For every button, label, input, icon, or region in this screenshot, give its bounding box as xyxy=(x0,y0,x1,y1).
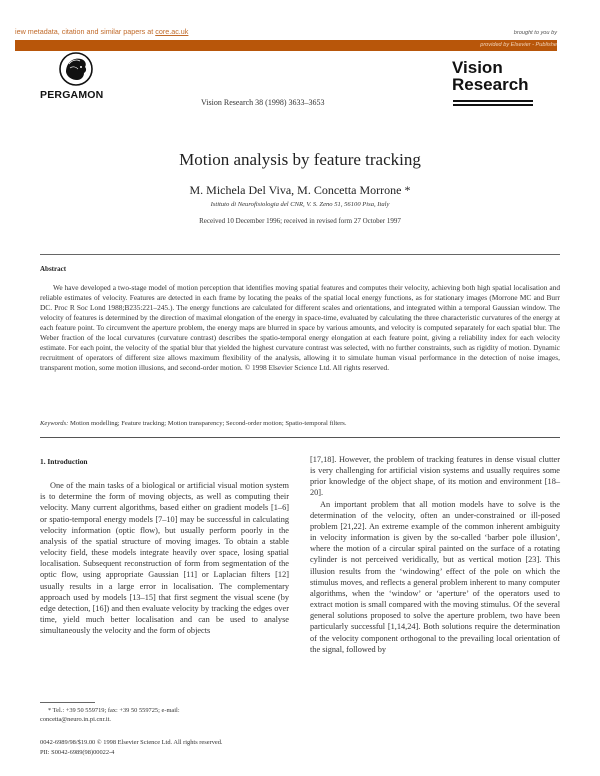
core-link-prefix: iew metadata, citation and similar papers at xyxy=(15,27,156,36)
keywords-list: Motion modelling; Feature tracking; Motion transparency; Second-order motion; Spatio-temporal filters. xyxy=(69,420,347,427)
intro-paragraph-continued: [17,18]. However, the problem of tracking features in dense visual clutter is very challenging for artificial vision systems and usually requires some prior knowledge of the object shape, of its motion and environment [18–20]. xyxy=(310,455,560,498)
publisher-name: PERGAMON xyxy=(40,89,104,101)
keywords-label: Keywords: xyxy=(40,420,69,427)
article-affiliation: Istituto di Neurofisiologia del CNR, V. S. Zeno 51, 56100 Pisa, Italy xyxy=(210,201,390,208)
abstract-heading: Abstract xyxy=(40,265,67,273)
right-column xyxy=(310,454,560,655)
journal-name-line1: Vision xyxy=(452,58,503,77)
pergamon-head-logo-icon xyxy=(54,50,98,88)
keywords xyxy=(40,420,560,427)
article-title: Motion analysis by feature tracking xyxy=(179,150,421,169)
divider xyxy=(40,254,560,255)
author-footnote xyxy=(40,706,290,724)
footnote-email: concetta@neuro.in.pi.cnr.it. xyxy=(40,716,112,723)
brought-to-you-by: brought to you by xyxy=(513,30,557,36)
journal-citation: Vision Research 38 (1998) 3633–3653 xyxy=(201,98,325,107)
core-metadata-link-text xyxy=(15,27,188,36)
abstract-text: We have developed a two-stage model of motion perception that identifies moving spatial features and computes their velocity, achieving both high spatial localisation and reliable estimates of velocity. Features are detected in each frame by locating the peaks of the spatial local energy functions, as for stationary images (Morrone MC and Burr DC. Proc R Soc Lond 1988;B235:221–245.). The energy functions are calculated for different scales and orientations, and integrated within a temporal Gaussian window. The velocity of features is determined by the direction of maximal elongation of the energy in space-time, evaluated by calculating the three characteristic curvatures of the energy at each feature point. To circumvent the aperture problem, the energy maps are blurred in space by various amounts, and velocity is computed separately for each spatial blur. The Weber fraction of the local curvatures (curvature contrast) describes the spatio-temporal energy elongation at each feature point, giving a reliability index for each velocity estimate. For each point, the velocity of the spatial blur that yielded the highest curvature contrast was selected, with no further constraints, such as rigidity of motion. Dynamic recruitment of operators of different size allows maximum flexibility of the analysis, allowing it to simulate human visual performance in the detection of noise images, transparent motion, some motion illusions, and second-order motion. © 1998 Elsevier Science Ltd. All rights reserved. xyxy=(40,283,560,372)
journal-rule-icon xyxy=(453,100,533,108)
left-column xyxy=(40,456,289,636)
intro-paragraph: An important problem that all motion models have to solve is the determination of the velocity, often an under-constrained or ill-posed problem [21,22]. An extreme example of the common inherent ambiguity in velocity information is given by the so-called ‘barber pole illusion’, where the motion of a circular spiral painted on the surface of a rotating cylinder is not perceived veridically, but as vertical motion [23]. This illusion results from the ‘windowing’ effect of the pole on which the stimulus moves, and reflects a general problem inherent to many computer algorithms, when the ‘window’ or ‘aperture’ of the operators used to extract motion is small compared with the moving stimulus. Of the several general solutions proposed to solve the aperture problem, two have been particularly successful [1,14,24]. Both solutions require the determination of the velocity component orthogonal to the prevailing local orientation of the signal, followed by xyxy=(310,499,560,654)
article-authors: M. Michela Del Viva, M. Concetta Morrone * xyxy=(189,183,411,197)
copyright-block xyxy=(40,738,300,758)
divider xyxy=(40,437,560,438)
footnote-rule xyxy=(40,702,95,703)
copyright-line: 0042-6989/98/$19.00 © 1998 Elsevier Science Ltd. All rights reserved. xyxy=(40,739,223,746)
section-heading: 1. Introduction xyxy=(40,457,88,466)
journal-name xyxy=(452,59,529,93)
footnote-contact: * Tel.: +39 50 559719; fax: +39 50 559725; e-mail: xyxy=(48,707,180,714)
received-dates: Received 10 December 1996; received in revised form 27 October 1997 xyxy=(199,217,401,225)
journal-name-line2: Research xyxy=(452,75,529,94)
core-link[interactable]: core.ac.uk xyxy=(155,27,189,36)
provided-by-text[interactable]: provided by Elsevier - Publishe xyxy=(480,42,557,48)
pii-line: PII: S0042-6989(98)00022-4 xyxy=(40,749,115,756)
intro-paragraph: One of the main tasks of a biological or artificial visual motion system is to determine the form of moving objects, as well as computing their velocity. Many current algorithms, based either on gradient models [1–6] or spatio-temporal energy models [7–10] may be successful in calculating velocity information (optic flow), but usually perform poorly in the analysis of the spatial structure of moving images. To obtain a stable velocity field, these models integrate heavily over space, losing spatial localisation. Subsequent reconstruction of form from segmentation of the optic flow, using appropriate Gaussian [11] or Laplacian filters [12] usually results in a large error in localisation. The complementary approach used by models [13–15] that first segment the visual scene (by edge detection, [16]) and then evaluate velocity by tracking the edges over time, yield much better localisation and can be used to analyse simultaneously the velocity and the form of objects xyxy=(40,481,289,636)
